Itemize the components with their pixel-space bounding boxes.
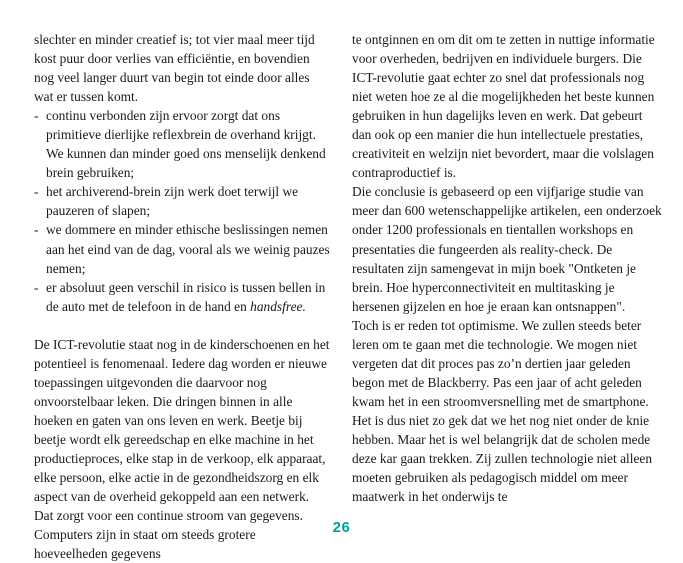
list-item bbox=[34, 106, 330, 182]
page-number: 26 bbox=[332, 519, 351, 536]
list-item bbox=[34, 278, 330, 316]
bullet-dash-icon: - bbox=[34, 222, 39, 238]
list-item-label: continu verbonden zijn ervoor zorgt dat ons primitieve dierlijke reflexbrein de overhand krijgt. We kunnen dan minder goed ons menselijk denkend brein gebruiken; bbox=[46, 108, 326, 181]
bullet-dash-icon: - bbox=[34, 279, 39, 295]
bullet-dash-icon: - bbox=[34, 184, 39, 200]
right-paragraph-3: Toch is er reden tot optimisme. We zullen steeds beter leren om te gaan met die technologie. We mogen niet vergeten dat dit proces pas zo’n dertien jaar geleden begon met de Blackberry. Pas een jaar of acht geleden kwam het in een stroomversnelling met de smartphone. Het is dus niet zo gek dat we het nog niet onder de knie hebben. Maar het is wel belangrijk dat de scholen mede deze kar gaan trekken. Zij zullen technologie niet alleen moeten gebruiken als pedagogisch middel om meer maatwerk in het onderwijs te bbox=[352, 317, 653, 505]
list-item-text-plain: er absoluut geen verschil in risico is tussen bellen in de auto met de telefoon in de hand en bbox=[46, 279, 326, 314]
right-paragraph-2: Die conclusie is gebaseerd op een vijfjarige studie van meer dan 600 wetenschappelijke artikelen, een onderzoek onder 1200 professionals en tientallen workshops en presentaties die fungeerden als reality-check. De resultaten zijn samengevat in mijn boek "Ontketen je brein. Hoe hyperconnectiviteit en multitasking je hersenen gijzelen en hoe je eraan kan ontsnappen". bbox=[352, 184, 662, 314]
right-paragraph-1: te ontginnen en om dit om te zetten in nuttige informatie voor overheden, bedrijven en individuele burgers. Die ICT-revolutie gaat echter zo snel dat professionals nog niet weten hoe ze al die mogelijkheden het beste kunnen gebruiken in hun dagelijks leven en werk. Dat gebeurt dan ook op een manier die hun intellectuele prestaties, creativiteit en welzijn niet bevordert, maar die volslagen contraproductief is. bbox=[352, 32, 655, 181]
left-paragraph-2: De ICT-revolutie staat nog in de kinderschoenen en het potentieel is fenomenaal. Iedere dag worden er nieuwe toepassingen uitgevonden die daarvoor nog onvoorstelbaar leken. Die dringen binnen in alle hoeken en gaten van ons leven en werk. Beetje bij beetje wordt elk gereedschap en elke machine in het productieproces, elke stap in de verkoop, elk apparaat, elke persoon, elke actie in de gezondheidszorg en elk aspect van de overheid gekoppeld aan een netwerk. Dat zorgt voor een continue stroom van gegevens. Computers zijn in staat om steeds grotere hoeveelheden gegevens bbox=[34, 336, 330, 562]
bullet-list bbox=[34, 106, 330, 316]
left-continued-paragraph: slechter en minder creatief is; tot vier maal meer tijd kost puur door verlies van efficiëntie, en bovendien nog veel langer duurt van begin tot einde door alles wat er tussen komt. bbox=[34, 32, 315, 105]
list-item-label: het archiverend-brein zijn werk doet terwijl we pauzeren of slapen; bbox=[46, 184, 299, 219]
list-item bbox=[34, 182, 330, 220]
list-item bbox=[34, 220, 330, 277]
list-item-label: we dommere en minder ethische beslissingen nemen aan het eind van de dag, vooral als we weinig pauzes nemen; bbox=[46, 222, 330, 276]
list-item-label bbox=[46, 280, 325, 314]
list-item-text-italic: handsfree. bbox=[250, 298, 306, 314]
left-column bbox=[0, 30, 334, 563]
right-column bbox=[334, 30, 683, 506]
bullet-dash-icon: - bbox=[34, 108, 39, 124]
